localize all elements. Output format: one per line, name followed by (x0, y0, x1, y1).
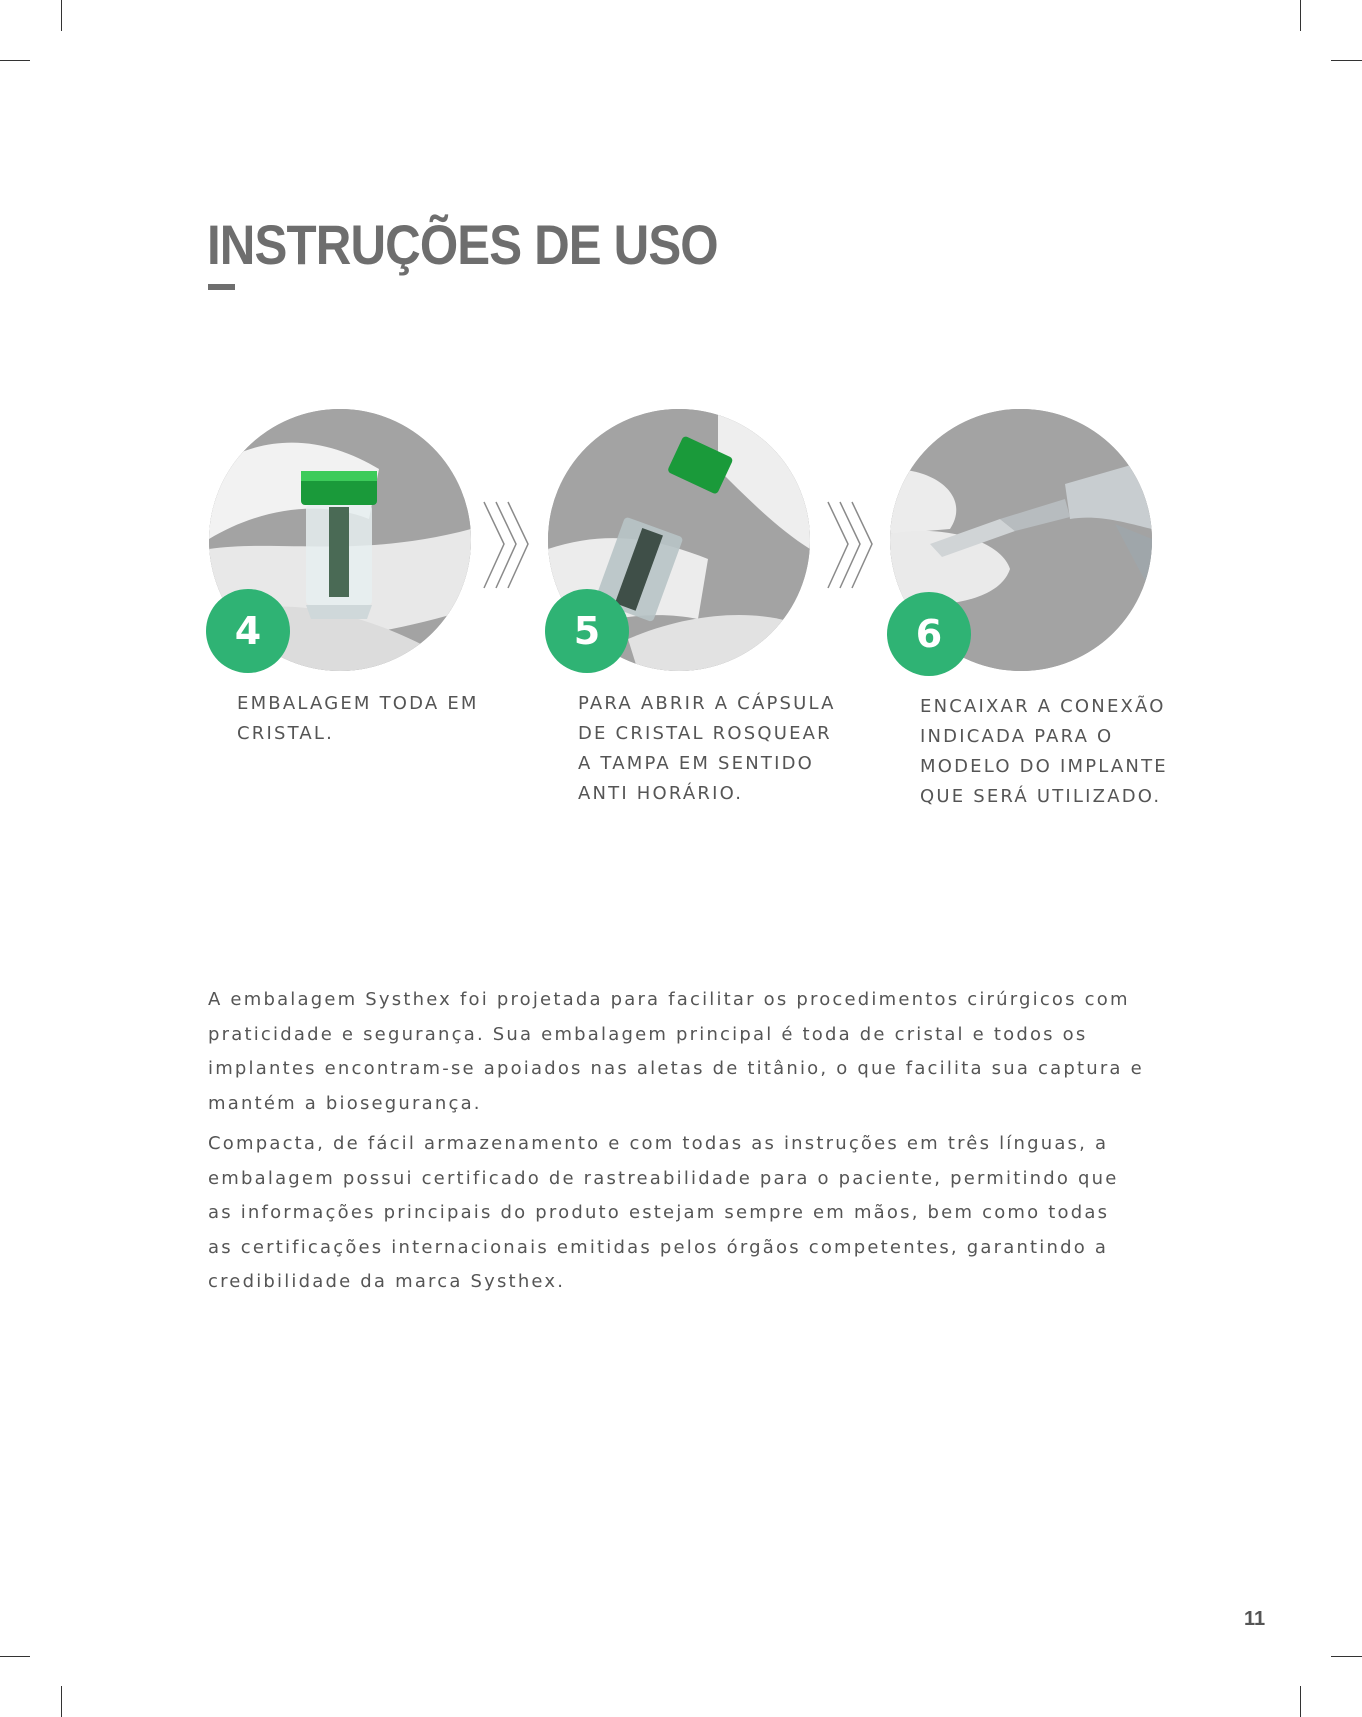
body-line: credibilidade da marca Systhex. (208, 1271, 566, 1292)
body-line: A embalagem Systhex foi projetada para facilitar os procedimentos cirúrgicos com (208, 989, 1130, 1010)
body-line: implantes encontram-se apoiados nas aletas de titânio, o que facilita sua captura e (208, 1058, 1144, 1079)
body-line: mantém a biosegurança. (208, 1092, 482, 1114)
caption-line: DE CRISTAL ROSQUEAR (578, 723, 832, 744)
crop-mark (1300, 1686, 1301, 1717)
body-line: as certificações internacionais emitidas pelos órgãos competentes, garantindo a (208, 1236, 1109, 1258)
crop-mark (1331, 60, 1362, 61)
step-5-number-badge: 5 (545, 589, 629, 673)
crop-mark (61, 0, 62, 31)
title-underline (208, 284, 235, 290)
crop-mark (0, 1656, 30, 1657)
body-paragraph-2 (208, 1127, 1168, 1300)
chevron-right-icon (482, 500, 532, 594)
caption-line: A TAMPA EM SENTIDO (578, 753, 815, 774)
step-4-caption (237, 689, 479, 749)
step-6-number-badge: 6 (887, 592, 971, 676)
caption-line: PARA ABRIR A CÁPSULA (578, 693, 836, 714)
crop-mark (61, 1686, 62, 1717)
step-6-caption (920, 692, 1168, 812)
step-4-number-badge: 4 (206, 589, 290, 673)
page-number: 11 (1244, 1608, 1266, 1630)
body-text (208, 983, 1168, 1306)
caption-line: CRISTAL. (237, 723, 335, 744)
body-paragraph-1 (208, 983, 1168, 1121)
body-line: praticidade e segurança. Sua embalagem principal é toda de cristal e todos os (208, 1023, 1088, 1045)
chevron-right-icon (826, 500, 876, 594)
crop-mark (0, 60, 30, 61)
body-line: Compacta, de fácil armazenamento e com todas as instruções em três línguas, a (208, 1133, 1109, 1154)
page-title: INSTRUÇÕES DE USO (207, 213, 718, 276)
caption-line: ENCAIXAR A CONEXÃO (920, 696, 1166, 717)
caption-line: QUE SERÁ UTILIZADO. (920, 786, 1162, 807)
crop-mark (1331, 1656, 1362, 1657)
caption-line: ANTI HORÁRIO. (578, 783, 744, 804)
caption-line: INDICADA PARA O (920, 726, 1114, 747)
caption-line: MODELO DO IMPLANTE (920, 756, 1168, 777)
body-line: as informações principais do produto estejam sempre em mãos, bem como todas (208, 1202, 1110, 1223)
body-line: embalagem possui certificado de rastreabilidade para o paciente, permitindo que (208, 1167, 1119, 1189)
caption-line: EMBALAGEM TODA EM (237, 693, 479, 714)
step-5-caption (578, 689, 836, 809)
crop-mark (1300, 0, 1301, 31)
